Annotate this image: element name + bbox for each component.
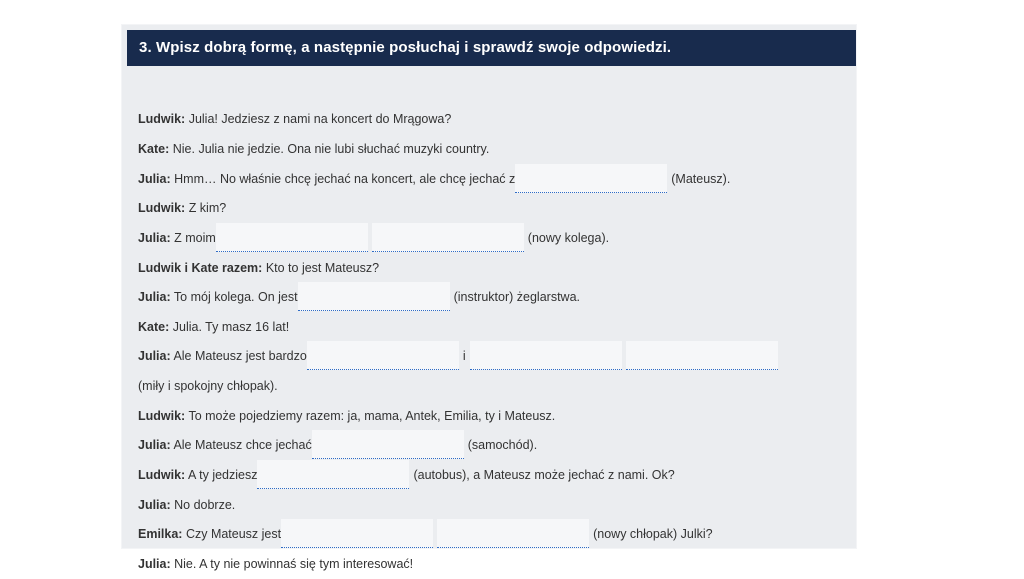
answer-input-kolega[interactable] — [372, 223, 524, 252]
dialogue-line — [138, 164, 730, 194]
answer-input-autobus[interactable] — [257, 460, 409, 489]
line-text: No dobrze. — [170, 498, 236, 512]
conjunction-text: i — [462, 349, 466, 363]
speaker-label: Ludwik i Kate razem: — [138, 261, 263, 275]
line-text: Julia. Ty masz 16 lat! — [169, 320, 290, 334]
hint-text: (miły i spokojny chłopak). — [138, 379, 278, 393]
line-text: Ale Mateusz chce jechać — [170, 438, 312, 452]
line-text: Nie. Julia nie jedzie. Ona nie lubi słuchać muzyki country. — [169, 142, 490, 156]
line-text: Z moim — [170, 231, 216, 245]
dialogue-line — [138, 253, 379, 283]
answer-input-mily[interactable] — [307, 341, 459, 370]
answer-input-nowy-2[interactable] — [281, 519, 433, 548]
speaker-label: Julia: — [138, 290, 171, 304]
exercise-panel — [122, 25, 856, 571]
dialogue-line — [138, 519, 713, 549]
dialogue-line — [138, 401, 555, 431]
speaker-label: Ludwik: — [138, 112, 186, 126]
speaker-label: Julia: — [138, 438, 171, 452]
speaker-label: Julia: — [138, 557, 171, 571]
line-text: A ty jedziesz — [185, 468, 258, 482]
line-text: Kto to jest Mateusz? — [262, 261, 380, 275]
hint-text: (nowy chłopak) Julki? — [593, 527, 713, 541]
line-text: Julia! Jedziesz z nami na koncert do Mrągowa? — [185, 112, 452, 126]
dialogue-line — [138, 134, 489, 164]
dialogue-line — [138, 312, 289, 342]
answer-input-spokojny[interactable] — [470, 341, 622, 370]
line-text: Ale Mateusz jest bardzo — [170, 349, 307, 363]
line-text: To może pojedziemy razem: ja, mama, Antek, Emilia, ty i Mateusz. — [185, 409, 556, 423]
dialogue-line — [138, 223, 609, 253]
hint-text: (autobus), a Mateusz może jechać z nami. Ok? — [413, 468, 675, 482]
dialogue-line — [138, 193, 226, 223]
speaker-label: Ludwik: — [138, 468, 186, 482]
speaker-label: Julia: — [138, 349, 171, 363]
answer-input-chlopak-2[interactable] — [437, 519, 589, 548]
answer-input-nowy[interactable] — [216, 223, 368, 252]
answer-input-chlopak[interactable] — [626, 341, 778, 370]
line-text: Nie. A ty nie powinnaś się tym interesować! — [170, 557, 414, 571]
dialogue-line — [138, 490, 235, 520]
speaker-label: Emilka: — [138, 527, 183, 541]
speaker-label: Julia: — [138, 172, 171, 186]
dialogue-line — [138, 341, 778, 371]
dialogue-line — [138, 282, 580, 312]
dialogue-line — [138, 460, 675, 490]
speaker-label: Ludwik: — [138, 409, 186, 423]
hint-text: (nowy kolega). — [527, 231, 610, 245]
speaker-label: Ludwik: — [138, 201, 186, 215]
answer-input-samochod[interactable] — [312, 430, 464, 459]
dialogue-line — [138, 104, 451, 134]
speaker-label: Julia: — [138, 231, 171, 245]
answer-input-instruktor[interactable] — [298, 282, 450, 311]
hint-text: (Mateusz). — [671, 172, 731, 186]
dialogue-line — [138, 430, 537, 460]
exercise-title: 3. Wpisz dobrą formę, a następnie posłuchaj i sprawdź swoje odpowiedzi. — [127, 30, 856, 66]
line-text: Z kim? — [185, 201, 227, 215]
speaker-label: Julia: — [138, 498, 171, 512]
answer-input-mateusz[interactable] — [515, 164, 667, 193]
line-text: To mój kolega. On jest — [170, 290, 298, 304]
hint-text: (instruktor) żeglarstwa. — [453, 290, 581, 304]
hint-text: (samochód). — [467, 438, 538, 452]
speaker-label: Kate: — [138, 142, 170, 156]
dialogue-line — [138, 371, 278, 401]
dialogue-line — [138, 549, 413, 579]
line-text: Hmm… No właśnie chcę jechać na koncert, ale chcę jechać z — [170, 172, 516, 186]
speaker-label: Kate: — [138, 320, 170, 334]
line-text: Czy Mateusz jest — [182, 527, 282, 541]
